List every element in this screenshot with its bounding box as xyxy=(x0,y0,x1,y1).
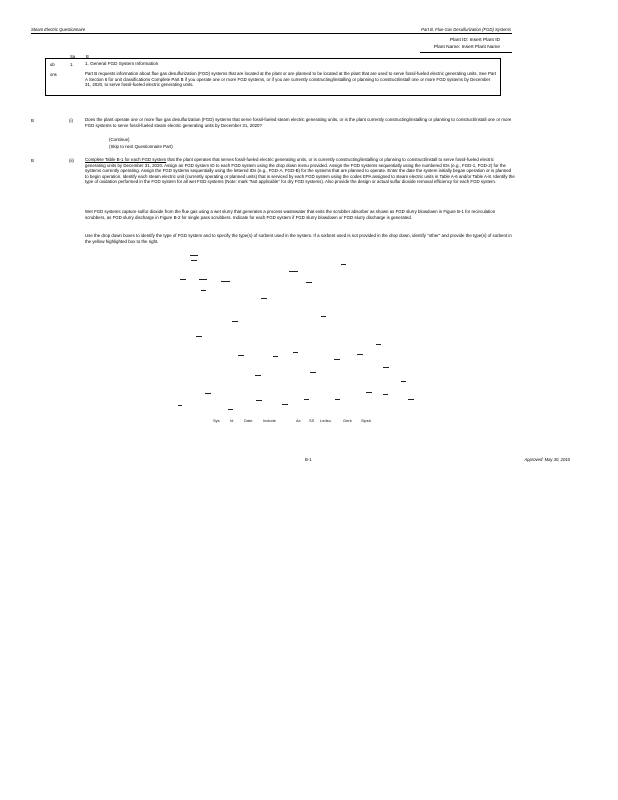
column-word: Gent xyxy=(343,418,352,423)
row-number: 1. xyxy=(70,62,74,67)
q2-body: that the plant operates that serves fossil-fueled electric generating units, or is currently constructing/installing or planning to construct/install to serve fossil-fueled electric generating units by December 31, 2020. Assign an FGD system ID to each FGD system using the drop down menu provided. Assign the FGD systems sequentially using the numbered IDs (e.g., FGD-1, FGD-2) for the systems currently operating. Assign the FGD systems sequentially using the lettered IDs (e.g., FGD-A, FGD-B) for the systems that are planned to operate. Enter the date the system initially began operation or is planned to begin operation. Identify each steam electric unit (currently operating or planned units) that is serviced by each FGD system using the codes EPA assigned to steam electric units in Table A-6 and/or Table A-8. Identify the type of oxidation performed in the FGD system for all wet FGD systems (Note: mark "Not applicable" for dry FGD systems). Also provide the design or actual sulfur dioxide removal efficiency for each FGD system. xyxy=(85,157,515,185)
fragment xyxy=(232,321,238,322)
questionnaire-title: Steam Electric Questionnaire xyxy=(31,27,86,32)
plant-name-line xyxy=(434,45,500,51)
fragment xyxy=(335,399,340,400)
fragment xyxy=(289,271,298,272)
plant-id-line xyxy=(450,38,500,44)
fragment xyxy=(282,404,288,405)
fragment xyxy=(376,344,381,345)
plant-name-value[interactable]: Insert Plant Name xyxy=(461,45,500,50)
q2-sub: (ii) xyxy=(69,158,74,163)
column-word: Ledsu xyxy=(320,418,331,423)
fragment xyxy=(366,392,372,393)
intro-tag: ons xyxy=(50,72,57,77)
col-b-label: B xyxy=(86,54,89,59)
fragment xyxy=(196,336,202,337)
page-number: B-1 xyxy=(305,457,312,462)
fragment xyxy=(334,359,340,360)
q1-text: Does the plant operate one or more flue gas desulfurization (FGD) systems that serve fossil-fueled steam electric generating units, or is the plant currently constructing/installing or planning to construct/install one or more FGD systems to serve fossil-fueled steam electric generating units by December 31, 2020? xyxy=(85,117,512,128)
fragment xyxy=(304,399,309,400)
fragment xyxy=(205,393,211,394)
intro-text: Part B requests information about flue gas desulfurization (FGD) systems that are located at the plant or are planned to be located at the plant that are used to serve fossil-fueled electric generating units. See Part A Section 6 for unit classifications Complete Part B if you operate one or more FGD systems, or if you are currently constructing/installing or planning to construct/install one or more FGD systems by December 31, 2020, to serve fossil-fueled electric generating units. xyxy=(85,71,496,88)
q1-option-skip[interactable]: (Skip to next Questionnaire Part) xyxy=(109,144,173,149)
fragment xyxy=(293,352,298,353)
row-tag: ub xyxy=(50,62,55,67)
fragment xyxy=(408,399,414,400)
q1-sub: (i) xyxy=(69,118,73,123)
fragment xyxy=(221,281,230,282)
column-word: Sipsh xyxy=(361,418,372,423)
fragment xyxy=(190,255,198,256)
fragment xyxy=(383,394,388,395)
fragment xyxy=(383,367,389,368)
section-title: 1. General FGD System Information xyxy=(85,61,159,66)
col-a-label: Sa xyxy=(70,54,76,59)
part-title: Part B. Flue Gas Desulfurization (FGD) Systems xyxy=(421,27,511,32)
column-word: Ac xyxy=(296,418,301,423)
column-word: SS xyxy=(309,418,315,423)
fragment xyxy=(341,264,346,265)
fragment xyxy=(199,279,207,280)
fragment xyxy=(228,409,233,410)
q2-wet-fgd-text: Wet FGD systems capture sulfur dioxide from the flue gas using a wet slurry that generates a process wastewater that exits the scrubber absorber as shown as FGD slurry blowdown in Figure B-1 for recirculation scrubbers, as FGD slurry discharge in Figure B-2 for single pass scrubbers. Indicate for each FGD system if FGD slurry blowdown or FGD slurry discharge is generated. xyxy=(85,209,496,220)
q2-dropdown-text: Use the drop down boxes to identify the type of FGD system and to specify the type(s) of sorbent used in the system. If a sorbent used is not provided in the drop down, identify "other" and provide the type(s) of sorbent in the yellow highlighted box to the right. xyxy=(85,233,512,244)
q1-option-continue[interactable]: (Continue) xyxy=(109,137,130,142)
fragment xyxy=(401,381,406,382)
fragment xyxy=(180,279,186,280)
column-word: Id xyxy=(230,418,234,423)
plant-id-value[interactable]: Insert Plant ID xyxy=(469,38,500,43)
fragment xyxy=(256,400,262,401)
approval-date: Approved: May 30, 2010 xyxy=(524,457,570,462)
q2-text xyxy=(85,157,515,185)
fragment xyxy=(306,282,312,283)
q2-lead: Complete Table B-1 for each FGD system xyxy=(85,157,167,162)
fragment xyxy=(273,356,278,357)
q1-number: B xyxy=(31,118,34,123)
fragment xyxy=(238,355,244,356)
fragment xyxy=(191,260,197,261)
fragment xyxy=(357,354,363,355)
column-word: Include xyxy=(263,418,276,423)
plant-id-label: Plant ID: xyxy=(449,38,469,43)
fragment xyxy=(201,290,206,291)
q2-number: B xyxy=(31,158,34,163)
fragment xyxy=(255,375,261,376)
fragment xyxy=(310,372,316,373)
plant-name-label: Plant Name: xyxy=(433,45,461,50)
column-word: Sys xyxy=(213,418,220,423)
fragment xyxy=(178,405,182,406)
fragment xyxy=(261,298,267,299)
column-word: Date xyxy=(244,418,253,423)
header-rule xyxy=(31,33,512,34)
fragment xyxy=(321,316,326,317)
plant-rule xyxy=(420,52,512,53)
